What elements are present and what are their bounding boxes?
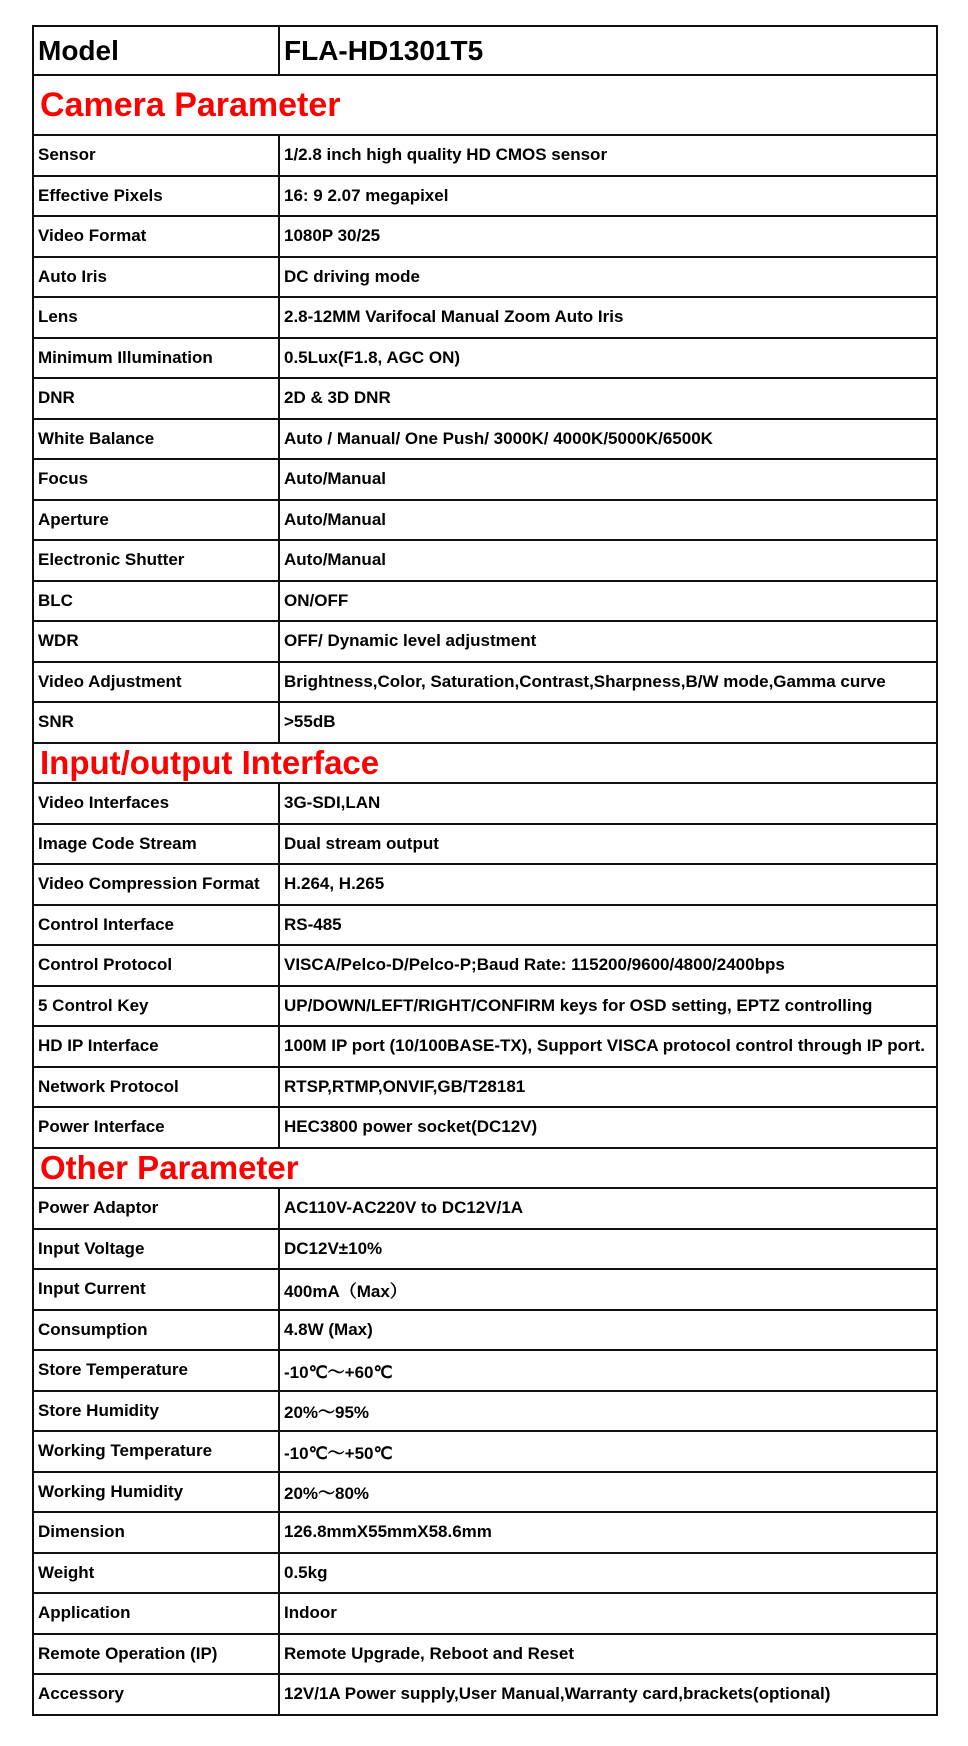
spec-value: Auto / Manual/ One Push/ 3000K/ 4000K/5000K/6500K (279, 419, 937, 460)
spec-row (33, 1553, 937, 1594)
spec-row (33, 1593, 937, 1634)
spec-label: Input Voltage (33, 1229, 279, 1270)
spec-row (33, 1310, 937, 1351)
spec-value: Dual stream output (279, 824, 937, 865)
spec-label: Input Current (33, 1269, 279, 1310)
spec-value: 20%～80% (279, 1472, 937, 1513)
spec-value: ON/OFF (279, 581, 937, 622)
spec-label: Minimum Illumination (33, 338, 279, 379)
spec-table (32, 25, 938, 1716)
spec-row (33, 1512, 937, 1553)
section-heading-row (33, 743, 937, 784)
spec-value: 4.8W (Max) (279, 1310, 937, 1351)
spec-row (33, 986, 937, 1027)
spec-label: Weight (33, 1553, 279, 1594)
spec-label: Aperture (33, 500, 279, 541)
spec-row (33, 702, 937, 743)
spec-value: 1/2.8 inch high quality HD CMOS sensor (279, 135, 937, 176)
spec-value: 0.5kg (279, 1553, 937, 1594)
spec-label: WDR (33, 621, 279, 662)
spec-label: Effective Pixels (33, 176, 279, 217)
spec-label: BLC (33, 581, 279, 622)
spec-row (33, 419, 937, 460)
spec-row (33, 297, 937, 338)
spec-label: Store Humidity (33, 1391, 279, 1432)
spec-row (33, 1107, 937, 1148)
spec-row (33, 257, 937, 298)
spec-value: 100M IP port (10/100BASE-TX), Support VISCA protocol control through IP port. (279, 1026, 937, 1067)
spec-value: -10℃～+50℃ (279, 1431, 937, 1472)
spec-label: Working Humidity (33, 1472, 279, 1513)
spec-row (33, 338, 937, 379)
spec-value: 20%～95% (279, 1391, 937, 1432)
spec-value: 2D & 3D DNR (279, 378, 937, 419)
spec-value: Brightness,Color, Saturation,Contrast,Sharpness,B/W mode,Gamma curve (279, 662, 937, 703)
spec-value: DC driving mode (279, 257, 937, 298)
spec-value: H.264, H.265 (279, 864, 937, 905)
spec-value: 0.5Lux(F1.8, AGC ON) (279, 338, 937, 379)
spec-row (33, 500, 937, 541)
spec-row (33, 1472, 937, 1513)
spec-row (33, 1067, 937, 1108)
spec-row (33, 783, 937, 824)
spec-row (33, 864, 937, 905)
model-value: FLA-HD1301T5 (279, 26, 937, 75)
spec-value: VISCA/Pelco-D/Pelco-P;Baud Rate: 115200/9600/4800/2400bps (279, 945, 937, 986)
spec-row (33, 1026, 937, 1067)
model-row (33, 26, 937, 75)
spec-row (33, 1229, 937, 1270)
spec-label: 5 Control Key (33, 986, 279, 1027)
spec-value: 126.8mmX55mmX58.6mm (279, 1512, 937, 1553)
spec-value: OFF/ Dynamic level adjustment (279, 621, 937, 662)
spec-value: 400mA（Max） (279, 1269, 937, 1310)
spec-label: Working Temperature (33, 1431, 279, 1472)
spec-label: Application (33, 1593, 279, 1634)
spec-label: Auto Iris (33, 257, 279, 298)
spec-row (33, 135, 937, 176)
spec-row (33, 945, 937, 986)
spec-label: Focus (33, 459, 279, 500)
spec-label: Video Compression Format (33, 864, 279, 905)
spec-label: Network Protocol (33, 1067, 279, 1108)
spec-row (33, 621, 937, 662)
spec-row (33, 1674, 937, 1715)
spec-label: Power Interface (33, 1107, 279, 1148)
spec-label: Video Interfaces (33, 783, 279, 824)
model-label: Model (33, 26, 279, 75)
spec-value: Auto/Manual (279, 459, 937, 500)
spec-row (33, 1350, 937, 1391)
spec-value: Indoor (279, 1593, 937, 1634)
spec-value: Remote Upgrade, Reboot and Reset (279, 1634, 937, 1675)
spec-label: Power Adaptor (33, 1188, 279, 1229)
spec-value: RTSP,RTMP,ONVIF,GB/T28181 (279, 1067, 937, 1108)
spec-label: DNR (33, 378, 279, 419)
spec-label: Video Adjustment (33, 662, 279, 703)
spec-label: Video Format (33, 216, 279, 257)
spec-row (33, 176, 937, 217)
spec-value: 3G-SDI,LAN (279, 783, 937, 824)
spec-value: 12V/1A Power supply,User Manual,Warranty card,brackets(optional) (279, 1674, 937, 1715)
spec-value: Auto/Manual (279, 500, 937, 541)
spec-value: DC12V±10% (279, 1229, 937, 1270)
spec-label: SNR (33, 702, 279, 743)
spec-value: RS-485 (279, 905, 937, 946)
spec-row (33, 540, 937, 581)
spec-row (33, 459, 937, 500)
spec-value: -10℃～+60℃ (279, 1350, 937, 1391)
spec-label: Consumption (33, 1310, 279, 1351)
spec-label: Remote Operation (IP) (33, 1634, 279, 1675)
spec-row (33, 1431, 937, 1472)
spec-value: 1080P 30/25 (279, 216, 937, 257)
spec-label: Sensor (33, 135, 279, 176)
spec-value: Auto/Manual (279, 540, 937, 581)
spec-row (33, 216, 937, 257)
spec-label: Accessory (33, 1674, 279, 1715)
spec-value: AC110V-AC220V to DC12V/1A (279, 1188, 937, 1229)
spec-label: HD IP Interface (33, 1026, 279, 1067)
spec-label: Store Temperature (33, 1350, 279, 1391)
spec-value: 16: 9 2.07 megapixel (279, 176, 937, 217)
spec-label: Image Code Stream (33, 824, 279, 865)
spec-label: Dimension (33, 1512, 279, 1553)
section-title: Camera Parameter (33, 75, 937, 135)
spec-row (33, 824, 937, 865)
section-title: Input/output Interface (33, 743, 937, 784)
spec-row (33, 378, 937, 419)
section-heading-row (33, 1148, 937, 1189)
section-title: Other Parameter (33, 1148, 937, 1189)
spec-value: HEC3800 power socket(DC12V) (279, 1107, 937, 1148)
spec-row (33, 1269, 937, 1310)
spec-row (33, 905, 937, 946)
spec-row (33, 581, 937, 622)
spec-value: UP/DOWN/LEFT/RIGHT/CONFIRM keys for OSD setting, EPTZ controlling (279, 986, 937, 1027)
spec-row (33, 662, 937, 703)
spec-label: Control Protocol (33, 945, 279, 986)
spec-value: >55dB (279, 702, 937, 743)
spec-row (33, 1188, 937, 1229)
spec-label: Lens (33, 297, 279, 338)
spec-row (33, 1391, 937, 1432)
spec-row (33, 1634, 937, 1675)
spec-label: White Balance (33, 419, 279, 460)
section-heading-row (33, 75, 937, 135)
spec-value: 2.8-12MM Varifocal Manual Zoom Auto Iris (279, 297, 937, 338)
spec-label: Electronic Shutter (33, 540, 279, 581)
spec-label: Control Interface (33, 905, 279, 946)
